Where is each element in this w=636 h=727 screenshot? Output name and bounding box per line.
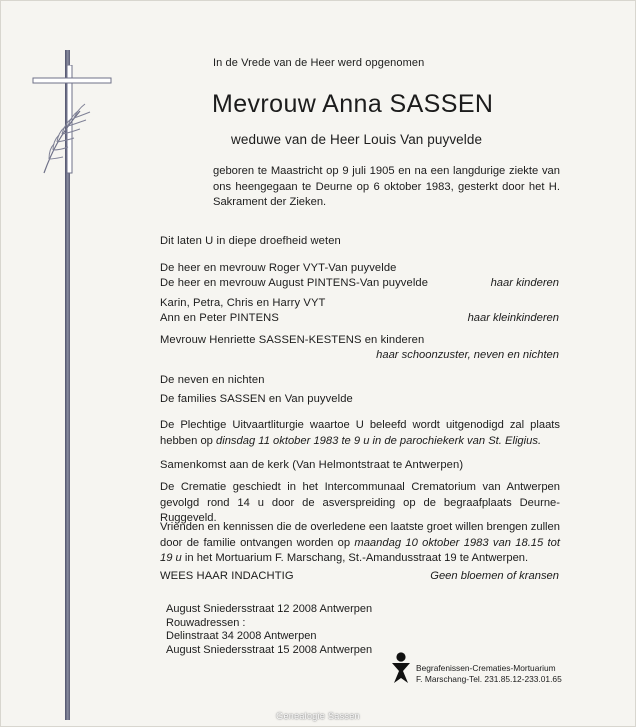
family-line: Karin, Petra, Chris en Harry VYT [160, 297, 326, 309]
intro-line: In de Vrede van de Heer werd opgenomen [213, 57, 425, 69]
watermark: Genealogie Sassen [276, 711, 360, 721]
relation-label: haar kleinkinderen [467, 312, 559, 324]
funeral-date: dinsdag 11 oktober 1983 te 9 u in de parochiekerk van St. Eligius. [216, 434, 542, 447]
relation-label: haar kinderen [490, 277, 559, 289]
family-line: Ann en Peter PINTENS [160, 312, 279, 324]
undertaker-line: Begrafenissen-Crematies-Mortuarium [416, 663, 556, 673]
visitation-time: 19 u [160, 552, 182, 565]
mourning-address: Delinstraat 34 2008 Antwerpen [166, 630, 317, 643]
widow-line: weduwe van de Heer Louis Van puyvelde [231, 132, 483, 147]
cross-with-palm-branch-icon [28, 65, 118, 175]
visitation-date: maandag 10 oktober 1983 van 18.15 tot [354, 536, 560, 549]
mourning-addresses-label: Rouwadressen : [166, 616, 246, 629]
funeral-line: De Plechtige Uitvaartliturgie waartoe U beleefd wordt uitgenodigd zal plaats [160, 419, 560, 431]
cremation-line: De Crematie geschiedt in het Intercommunaal Crematorium van Antwerpen [160, 481, 560, 493]
visitation-line: Vrienden en kennissen die de overledene een laatste groet willen brengen zullen [160, 521, 560, 533]
visitation-text: in het Mortuarium F. Marschang, St.-Amandusstraat 19 te Antwerpen. [181, 552, 529, 565]
family-line: De heer en mevrouw August PINTENS-Van puyvelde [160, 277, 429, 289]
gathering-line: Samenkomst aan de kerk (Van Helmontstraat te Antwerpen) [160, 459, 464, 471]
family-line: De families SASSEN en Van puyvelde [160, 393, 353, 405]
birth-line: ons heengegaan te Deurne op 6 oktober 1983, gesterkt door het H. [213, 180, 560, 193]
funeral-text: hebben op [160, 434, 216, 447]
visitation-paragraph [160, 520, 560, 567]
visitation-line [160, 536, 560, 552]
mourning-address: August Sniedersstraat 15 2008 Antwerpen [166, 643, 373, 656]
family-line: De neven en nichten [160, 374, 265, 386]
family-line: Mevrouw Henriette SASSEN-KESTENS en kinderen [160, 334, 425, 346]
birth-line: geboren te Maastricht op 9 juli 1905 en na een langdurige ziekte van [213, 165, 560, 177]
announcement: Dit laten U in diepe droefheid weten [160, 235, 341, 247]
visitation-text: door de familie ontvangen worden op [160, 536, 355, 549]
funeral-paragraph [160, 418, 560, 449]
relation-label: haar schoonzuster, neven en nichten [376, 349, 559, 361]
family-line: De heer en mevrouw Roger VYT-Van puyvelde [160, 262, 397, 274]
birth-line: Sakrament der Zieken. [213, 196, 327, 209]
undertaker-logo-icon [390, 652, 412, 686]
undertaker-line: F. Marschang-Tel. 231.85.12-233.01.65 [416, 673, 562, 684]
home-address: August Sniedersstraat 12 2008 Antwerpen [166, 603, 373, 615]
cremation-line: gevolgd rond 14 u door de asverspreiding op de begraafplaats Deurne-Ruggeveld. [160, 496, 560, 525]
addresses-block [166, 603, 372, 657]
remember-line: WEES HAAR INDACHTIG [160, 570, 294, 582]
no-flowers-line: Geen bloemen of kransen [430, 570, 559, 582]
visitation-line [160, 551, 560, 567]
deceased-name: Mevrouw Anna SASSEN [212, 90, 494, 118]
birth-paragraph [213, 164, 560, 211]
undertaker-text [416, 663, 562, 684]
funeral-line [160, 434, 560, 450]
